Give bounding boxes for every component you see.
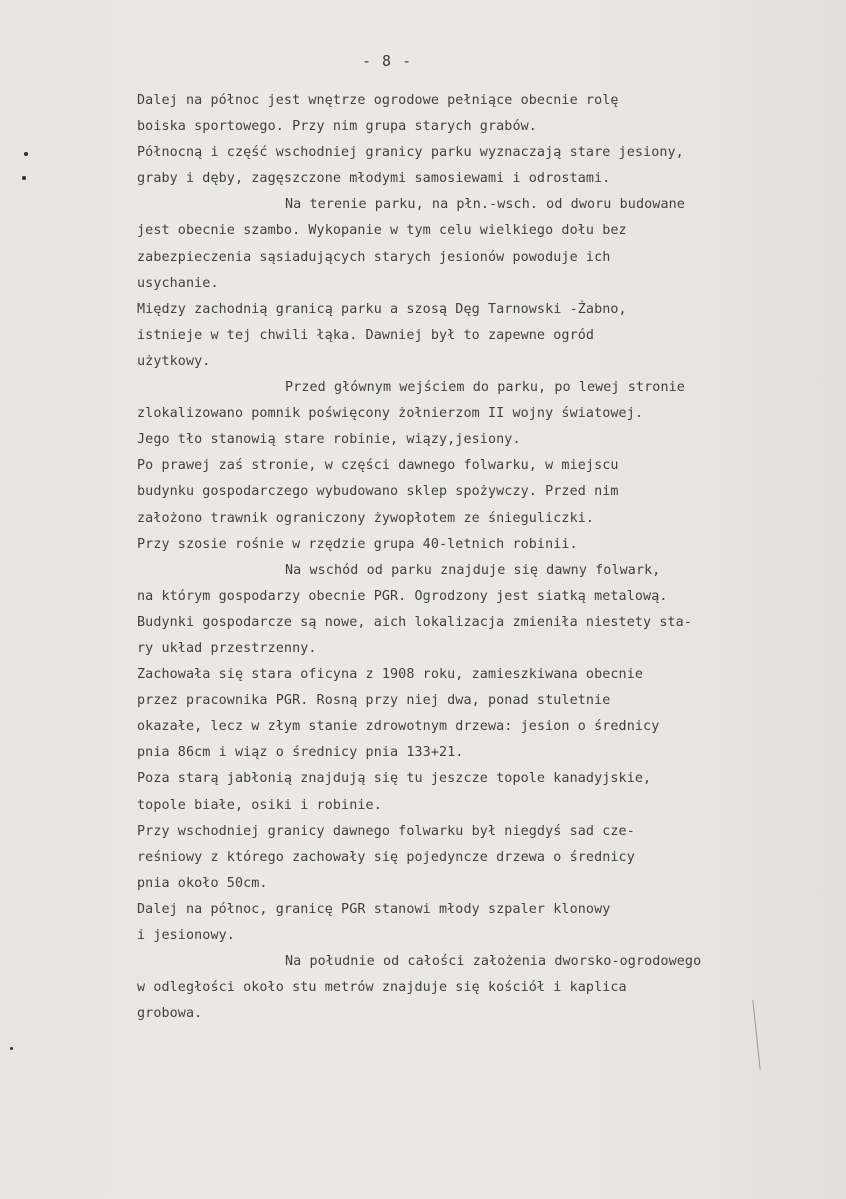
text-line: boiska sportowego. Przy nim grupa starych grabów.: [137, 119, 537, 135]
text-line: Na wschód od parku znajduje się dawny folwark,: [285, 562, 661, 578]
page-number: - 8 -: [362, 52, 413, 70]
text-line: istnieje w tej chwili łąka. Dawniej był to zapewne ogród: [137, 327, 595, 343]
text-line: grobowa.: [137, 1006, 203, 1022]
margin-dot-mark: [10, 1047, 13, 1050]
text-line: zlokalizowano pomnik poświęcony żołnierzom II wojny światowej.: [137, 406, 644, 422]
text-line: i jesionowy.: [137, 928, 235, 943]
text-line: użytkowy.: [137, 353, 211, 369]
text-line: Po prawej zaś stronie, w części dawnego folwarku, w miejscu: [137, 458, 619, 474]
text-line: graby i dęby, zagęszczone młodymi samosiewami i odrostami.: [137, 171, 611, 187]
text-line: Północną i część wschodniej granicy parku wyznaczają stare jesiony,: [137, 145, 684, 161]
text-line: Budynki gospodarcze są nowe, aich lokalizacja zmieniła niestety sta-: [137, 614, 693, 630]
text-line: Jego tło stanowią stare robinie, wiązy,jesiony.: [137, 432, 521, 448]
text-line: Dalej na północ, granicę PGR stanowi młody szpaler klonowy: [137, 901, 611, 917]
text-line: Przed głównym wejściem do parku, po lewej stronie: [285, 380, 685, 396]
text-line: okazałe, lecz w złym stanie zdrowotnym drzewa: jesion o średnicy: [137, 719, 660, 735]
margin-dot-mark: [22, 176, 26, 180]
text-line: zabezpieczenia sąsiadujących starych jesionów powoduje ich: [137, 249, 611, 265]
text-line: pnia 86cm i wiąz o średnicy pnia 133+21.: [137, 745, 464, 761]
text-line: jest obecnie szambo. Wykopanie w tym celu wielkiego dołu bez: [137, 223, 627, 239]
typed-body-text: [137, 88, 827, 1027]
text-line: reśniowy z którego zachowały się pojedyncze drzewa o średnicy: [137, 849, 635, 865]
margin-dot-mark: [24, 152, 28, 156]
text-line: ry układ przestrzenny.: [137, 640, 317, 656]
text-line: Poza starą jabłonią znajdują się tu jeszcze topole kanadyjskie,: [137, 771, 652, 787]
text-line: w odległości około stu metrów znajduje się kościół i kaplica: [137, 980, 627, 996]
text-line: budynku gospodarczego wybudowano sklep spożywczy. Przed nim: [137, 484, 619, 500]
text-line: usychanie.: [137, 275, 219, 291]
text-line: Dalej na północ jest wnętrze ogrodowe pełniące obecnie rolę: [137, 93, 619, 108]
text-line: Na południe od całości założenia dworsko-ogrodowego: [285, 954, 702, 970]
text-line: założono trawnik ograniczony żywopłotem ze śnieguliczki.: [137, 510, 595, 526]
text-line: Przy wschodniej granicy dawnego folwarku był niegdyś sad cze-: [137, 823, 635, 839]
text-line: pnia około 50cm.: [137, 875, 268, 891]
text-line: Na terenie parku, na płn.-wsch. od dworu budowane: [285, 197, 685, 213]
text-line: topole białe, osiki i robinie.: [137, 797, 382, 813]
text-line: Między zachodnią granicą parku a szosą Dęg Tarnowski -Żabno,: [137, 301, 627, 317]
text-line: na którym gospodarzy obecnie PGR. Ogrodzony jest siatką metalową.: [137, 588, 668, 604]
text-line: Przy szosie rośnie w rzędzie grupa 40-letnich robinii.: [137, 536, 578, 552]
text-line: Zachowała się stara oficyna z 1908 roku, zamieszkiwana obecnie: [137, 667, 644, 683]
text-line: przez pracownika PGR. Rosną przy niej dwa, ponad stuletnie: [137, 693, 611, 709]
